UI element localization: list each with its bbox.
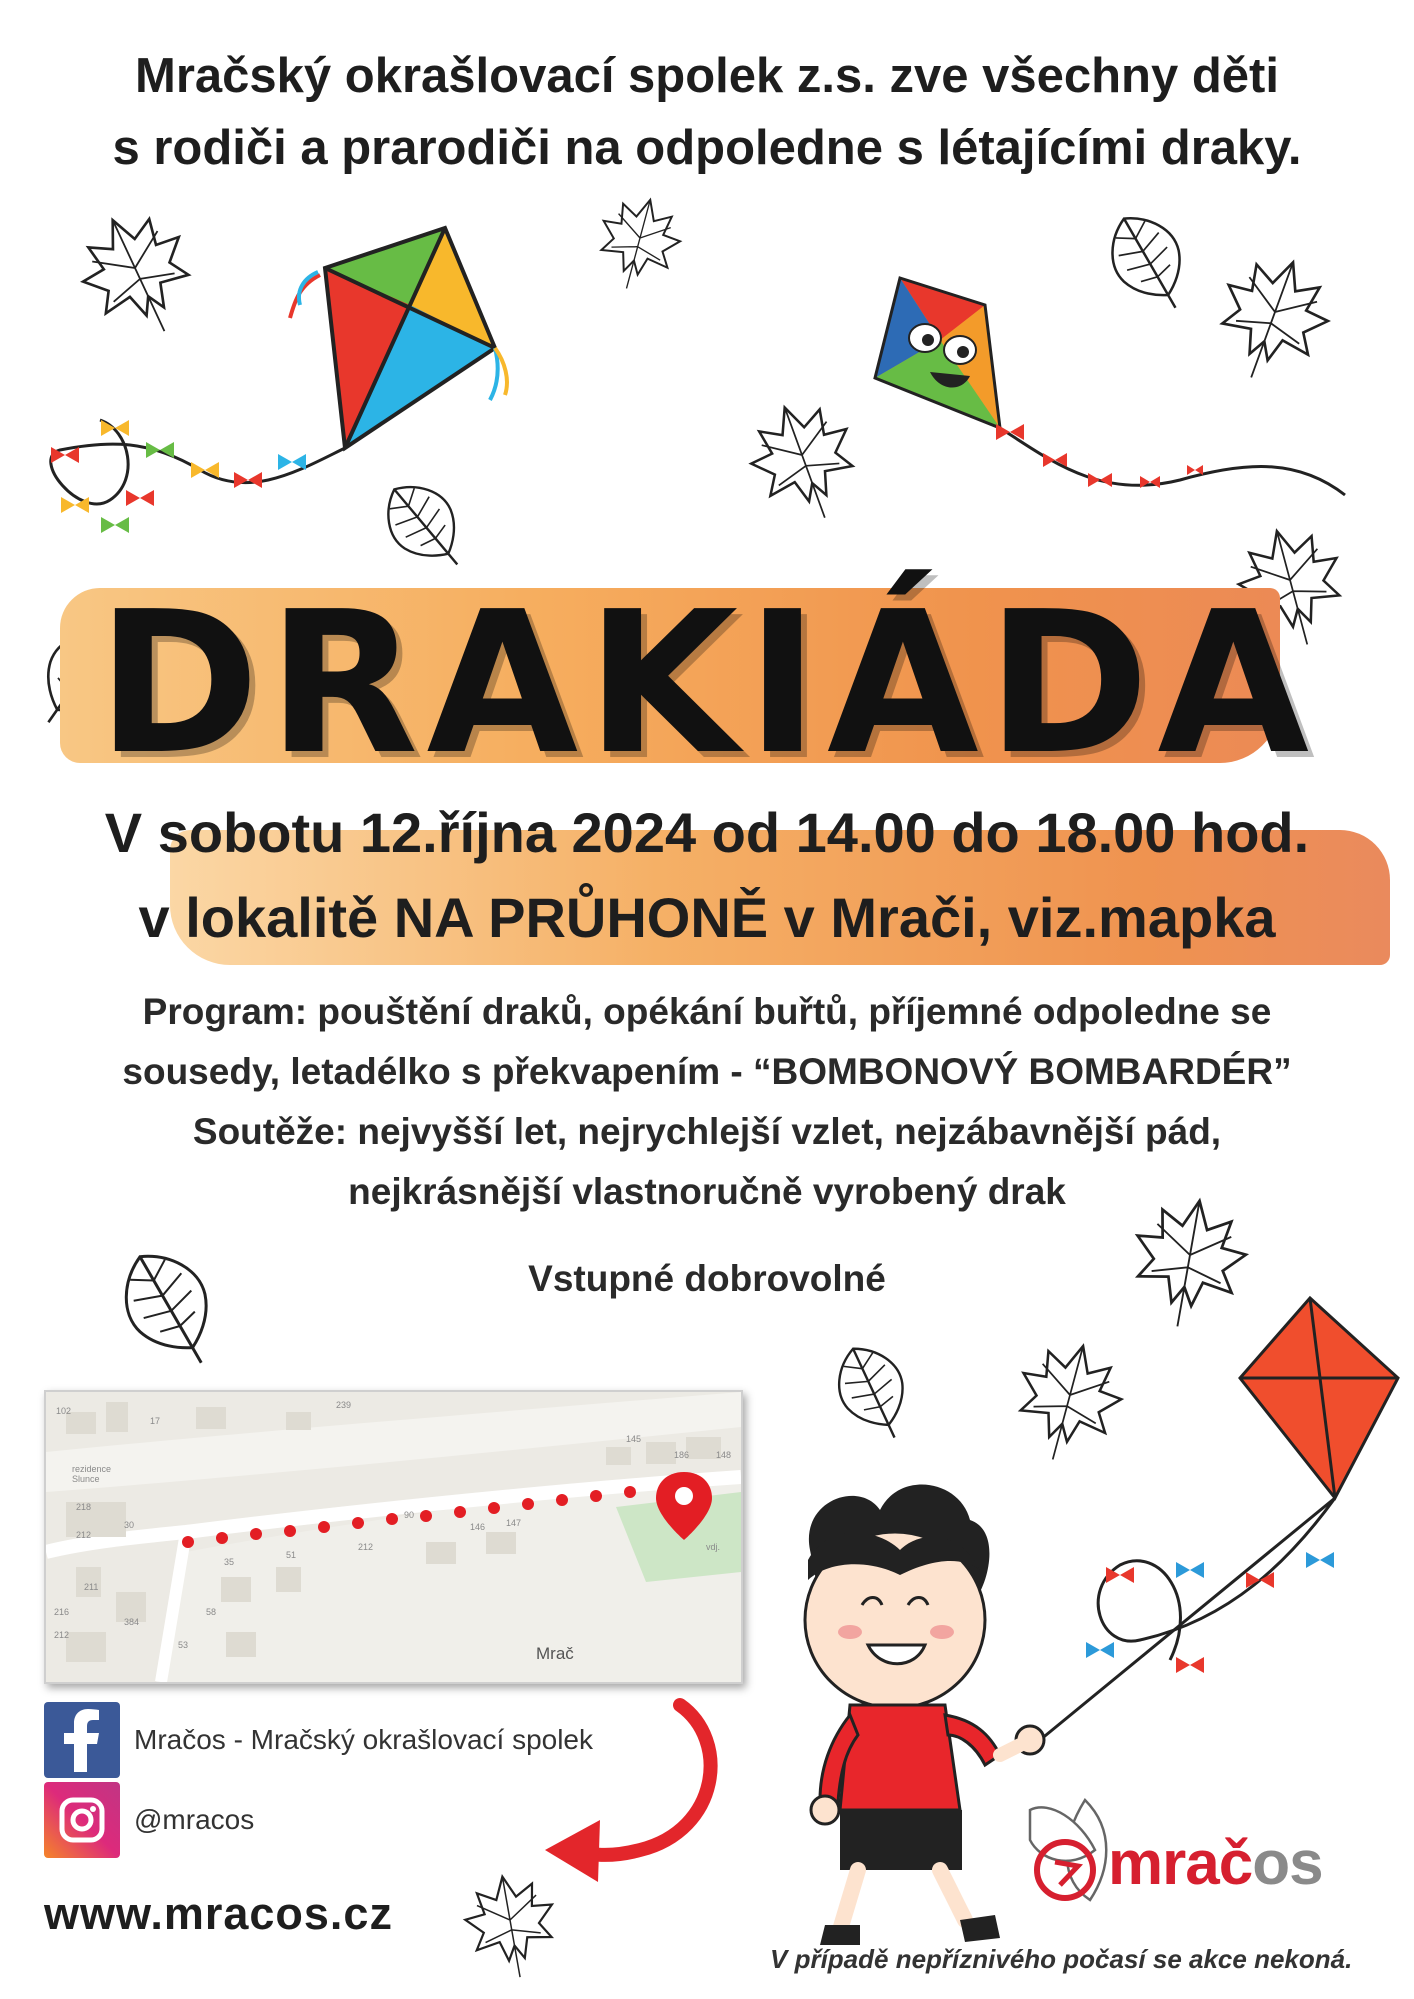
map-house-number: 90 <box>404 1510 415 1520</box>
map-house-number: 212 <box>358 1542 374 1552</box>
program-line-3: Soutěže: nejvyšší let, nejrychlejší vzlet, nejzábavnější pád, <box>192 1111 1222 1152</box>
logo-part-2: os <box>1252 1829 1323 1898</box>
leaf-icon <box>1202 244 1343 395</box>
kite-tail-bows <box>51 420 306 533</box>
map-town-label: Mrač <box>536 1644 574 1663</box>
program-text <box>40 982 1374 1222</box>
map-house-number: 17 <box>150 1416 161 1426</box>
map-house-number: 148 <box>716 1450 732 1460</box>
leaf-icon <box>1095 202 1204 324</box>
logo-icon <box>1030 1800 1106 1900</box>
map-house-number: 53 <box>178 1640 189 1650</box>
map-house-number: 212 <box>76 1530 92 1540</box>
event-date: V sobotu 12.října 2024 od 14.00 do 18.00 hod. <box>104 801 1310 864</box>
map-house-number: 211 <box>84 1582 99 1592</box>
map-house-number: 58 <box>206 1607 217 1617</box>
map-house-number: 145 <box>626 1434 642 1444</box>
facebook-icon <box>44 1702 120 1778</box>
event-place: v lokalitě NA PRŮHONĚ v Mrači, viz.mapka <box>138 886 1276 949</box>
logo-part-1: mrač <box>1108 1829 1253 1898</box>
leaf-icon <box>1004 1333 1132 1472</box>
program-line-4: nejkrásnější vlastnoručně vyrobený drak <box>348 1171 1066 1212</box>
map-house-number: 239 <box>336 1400 352 1410</box>
map-house-number: 186 <box>674 1450 690 1460</box>
leaf-icon <box>825 1335 923 1450</box>
boy-kite-icon <box>1040 1298 1398 1740</box>
leaf-icon <box>459 1869 563 1985</box>
event-title: DRAKIÁDA <box>96 570 1318 798</box>
boy-illustration <box>805 1485 1044 1945</box>
instagram-icon <box>44 1782 120 1858</box>
intro-line-2: s rodiči a prarodiči na odpoledne s létajícími draky. <box>112 121 1302 175</box>
program-line-2: sousedy, letadélko s překvapením - “BOMBONOVÝ BOMBARDÉR” <box>122 1051 1292 1092</box>
map-place-label: rezidence Slunce <box>72 1464 112 1484</box>
instagram-label: @mracos <box>134 1804 255 1835</box>
map-house-number: 146 <box>470 1522 486 1532</box>
website-link[interactable]: www.mracos.cz <box>44 1888 393 1939</box>
facebook-link[interactable] <box>44 1702 593 1778</box>
leaf-icon <box>65 198 212 354</box>
location-map[interactable] <box>44 1390 743 1684</box>
map-house-number: 51 <box>286 1550 297 1560</box>
map-house-number: 30 <box>124 1520 135 1530</box>
map-route <box>46 1392 741 1682</box>
map-house-number: 212 <box>54 1630 70 1640</box>
map-house-number: vdj. <box>706 1542 721 1552</box>
instagram-link[interactable] <box>44 1782 254 1858</box>
map-pin-icon <box>656 1472 712 1540</box>
mracos-logo <box>1108 1828 1323 1899</box>
map-house-number: 218 <box>76 1502 92 1512</box>
intro-line-1: Mračský okrašlovací spolek z.s. zve všechny děti <box>135 49 1279 103</box>
map-house-number: 216 <box>54 1607 70 1617</box>
program-line-1: Program: pouštění draků, opékání buřtů, příjemné odpoledne se <box>142 991 1272 1032</box>
weather-note: V případě nepříznivého počasí se akce nekoná. <box>770 1944 1353 1974</box>
map-house-number: 147 <box>506 1518 522 1528</box>
map-house-number: 102 <box>56 1406 72 1416</box>
leaf-icon <box>737 390 872 535</box>
entry-fee: Vstupné dobrovolné <box>528 1258 886 1299</box>
leaf-icon <box>588 190 688 299</box>
leaf-icon <box>370 469 481 584</box>
map-house-number: 35 <box>224 1557 235 1567</box>
facebook-label: Mračos - Mračský okrašlovací spolek <box>134 1724 594 1755</box>
map-house-number: 384 <box>124 1617 140 1627</box>
